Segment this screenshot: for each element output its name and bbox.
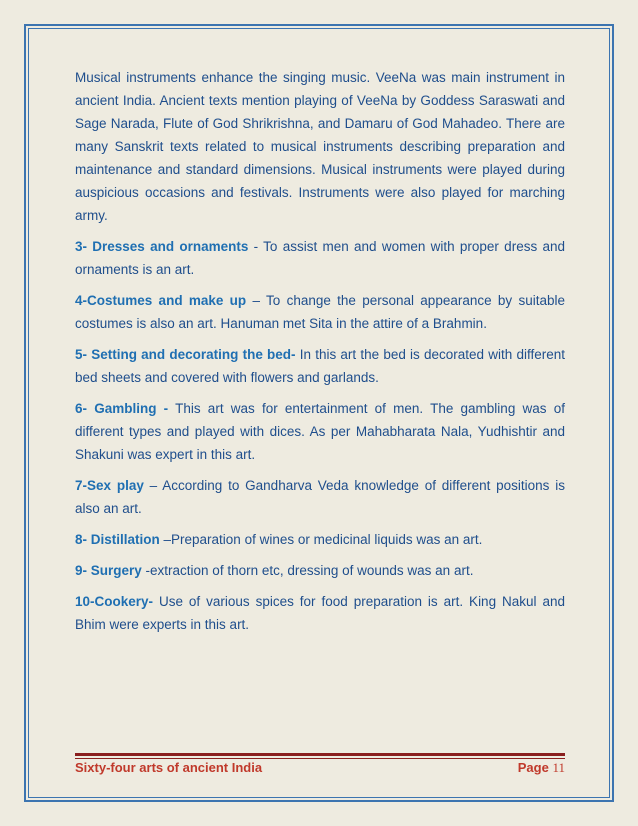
page-label: Page	[517, 760, 549, 775]
item-heading: 3- Dresses and ornaments	[75, 239, 249, 254]
item-heading: 9- Surgery	[75, 563, 142, 578]
item-cookery	[75, 590, 565, 636]
item-dresses	[75, 235, 565, 281]
item-text: - To assist men and women with proper dress and ornaments is an art.	[75, 239, 565, 277]
footer-rule-thin	[75, 758, 565, 759]
item-distillation	[75, 528, 565, 551]
footer-rule	[75, 753, 565, 756]
item-text: – According to Gandharva Veda knowledge of different positions is also an art.	[75, 478, 565, 516]
item-heading: 7-Sex play	[75, 478, 144, 493]
item-heading: 10-Cookery-	[75, 594, 154, 609]
item-text: –Preparation of wines or medicinal liquids was an art.	[159, 532, 483, 547]
item-text: Use of various spices for food preparation is art. King Nakul and Bhim were experts in this art.	[75, 594, 565, 632]
footer-title: Sixty-four arts of ancient India	[75, 760, 263, 775]
intro-paragraph: Musical instruments enhance the singing music. VeeNa was main instrument in ancient India. Ancient texts mention playing of VeeNa by Goddess Saraswati and Sage Narada, Flute of God Shrikrishna, and Damaru of God Mahadeo. There are many Sanskrit texts related to musical instruments describing preparation and maintenance and standard dimensions. Musical instruments were played during auspicious occasions and festivals. Instruments were also played for marching army.	[75, 70, 565, 223]
item-text: -extraction of thorn etc, dressing of wounds was an art.	[141, 563, 474, 578]
item-heading: 8- Distillation	[75, 532, 160, 547]
item-heading: 5- Setting and decorating the bed-	[75, 347, 296, 362]
item-text: In this art the bed is decorated with different bed sheets and covered with flowers and garlands.	[75, 347, 566, 385]
item-surgery	[75, 559, 565, 582]
page-number: 11	[552, 760, 565, 775]
item-costumes	[75, 289, 565, 335]
item-heading: 6- Gambling -	[75, 401, 169, 416]
item-gambling	[75, 397, 565, 466]
item-text: This art was for entertainment of men. The gambling was of different types and played with dices. As per Mahabharata Nala, Yudhishtir and Shakuni was expert in this art.	[75, 401, 565, 462]
item-text: – To change the personal appearance by suitable costumes is also an art. Hanuman met Sita in the attire of a Brahmin.	[75, 293, 565, 331]
page-content	[75, 66, 565, 644]
footer-page	[518, 760, 565, 776]
item-bed	[75, 343, 565, 389]
item-heading: 4-Costumes and make up	[75, 293, 247, 308]
item-sex-play	[75, 474, 565, 520]
